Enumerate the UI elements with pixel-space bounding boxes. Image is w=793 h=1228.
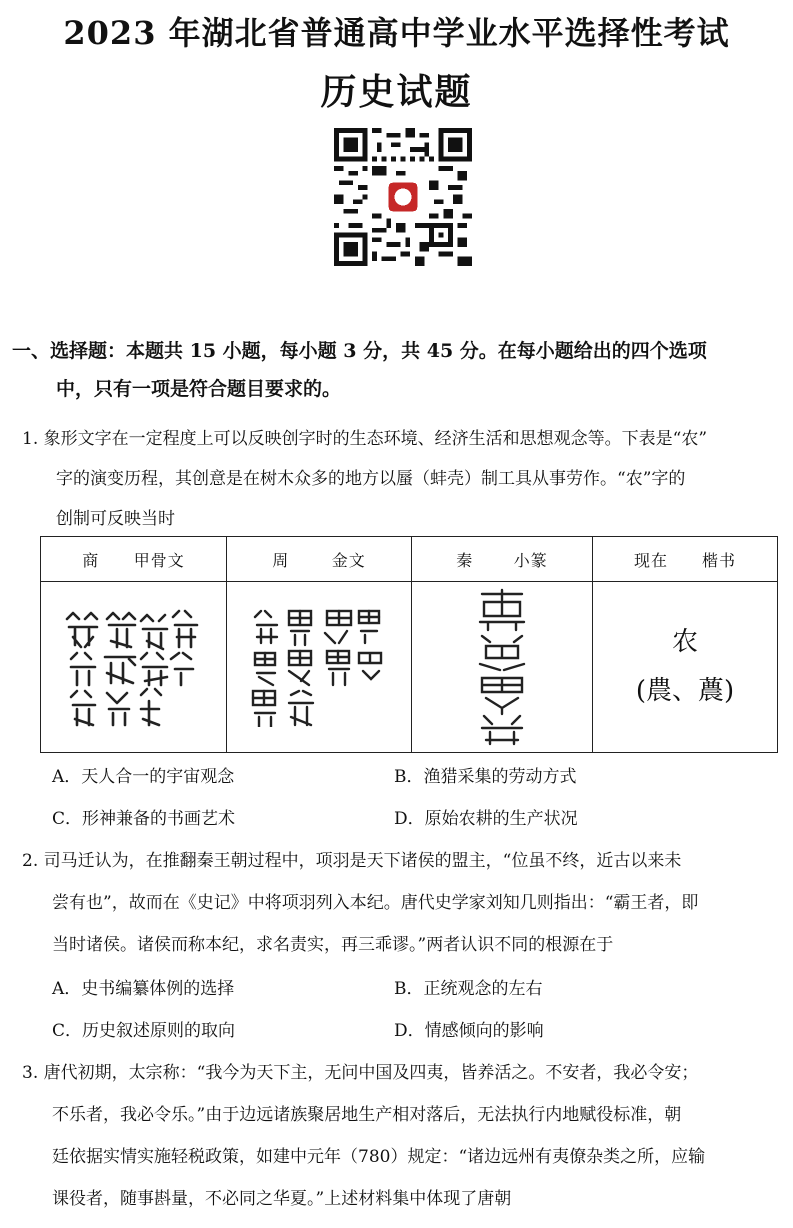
kaishu-variants: (農、蕽) — [635, 676, 735, 706]
q2-option-a[interactable]: A．史书编纂体例的选择 — [52, 979, 235, 999]
q2-option-c[interactable]: C．历史叙述原则的取向 — [52, 1021, 236, 1041]
q1-stem-line1: 1. 象形文字在一定程度上可以反映创字时的生态环境、经济生活和思想观念等。下表是“农” — [22, 429, 708, 449]
q1-option-d[interactable]: D．原始农耕的生产状况 — [394, 809, 578, 829]
q2-stem-line1: 2. 司马迁认为，在推翻秦王朝过程中，项羽是天下诸侯的盟主，“位虽不终，近古以来未 — [22, 851, 682, 871]
q1-option-b[interactable]: B．渔猎采集的劳动方式 — [394, 767, 577, 787]
script-label: 小篆 — [513, 550, 548, 570]
script-label: 楷书 — [701, 550, 736, 570]
header-shang — [41, 537, 227, 582]
q2-stem-line3: 当时诸侯。诸侯而称本纪，求名责实，再三乖谬。”两者认识不同的根源在于 — [52, 935, 614, 955]
oracle-bone-glyph-image — [59, 607, 209, 727]
qr-code — [334, 128, 472, 266]
script-label: 金文 — [331, 550, 366, 570]
q1-option-a[interactable]: A．天人合一的宇宙观念 — [52, 767, 235, 787]
bronze-inscription-glyph-image — [249, 607, 389, 727]
regular-script-cell — [593, 582, 778, 753]
q2-option-b[interactable]: B．正统观念的左右 — [394, 979, 543, 999]
section-heading-cont: 中，只有一项是符合题目要求的。 — [56, 378, 342, 400]
nong-evolution-table — [40, 536, 778, 753]
era-label: 现在 — [633, 550, 668, 570]
q3-stem-line1: 3. 唐代初期，太宗称：“我今为天下主，无问中国及四夷，皆养活之。不安者，我必令安； — [22, 1063, 699, 1083]
q3-stem-line3: 廷依据实情实施轻税政策，如建中元年（780）规定：“诸边远州有夷僚杂类之所，应输 — [52, 1147, 706, 1167]
script-label: 甲骨文 — [133, 550, 185, 570]
q2-option-d[interactable]: D．情感倾向的影响 — [394, 1021, 544, 1041]
era-label: 商 — [82, 550, 100, 570]
oracle-bone-glyphs — [41, 582, 227, 753]
header-zhou — [227, 537, 412, 582]
header-now — [593, 537, 778, 582]
q1-option-c[interactable]: C．形神兼备的书画艺术 — [52, 809, 236, 829]
q2-stem-line2: 尝有也”，故而在《史记》中将项羽列入本纪。唐代史学家刘知几则指出：“霸王者，即 — [52, 893, 699, 913]
kaishu-nong: 农 — [671, 626, 698, 657]
small-seal-glyph-image — [472, 588, 532, 746]
exam-title: 2023 年湖北省普通高中学业水平选择性考试 — [63, 14, 730, 52]
subject-title: 历史试题 — [320, 71, 473, 113]
q1-stem-line2: 字的演变历程，其创意是在树木众多的地方以蜃（蚌壳）制工具从事劳作。“农”字的 — [56, 469, 686, 489]
q3-stem-line4: 课役者，随事斟量，不必同之华夏。”上述材料集中体现了唐朝 — [52, 1189, 512, 1209]
era-label: 秦 — [456, 550, 474, 570]
q3-stem-line2: 不乐者，我必令乐。”由于边远诸族聚居地生产相对落后，无法执行内地赋役标准，朝 — [52, 1105, 682, 1125]
bronze-inscription-glyphs — [227, 582, 412, 753]
small-seal-glyphs — [412, 582, 593, 753]
q1-stem-line3: 创制可反映当时 — [56, 509, 175, 529]
header-qin — [412, 537, 593, 582]
section-heading: 一、选择题：本题共 15 小题，每小题 3 分，共 45 分。在每小题给出的四个选项 — [12, 340, 707, 362]
era-label: 周 — [272, 550, 290, 570]
